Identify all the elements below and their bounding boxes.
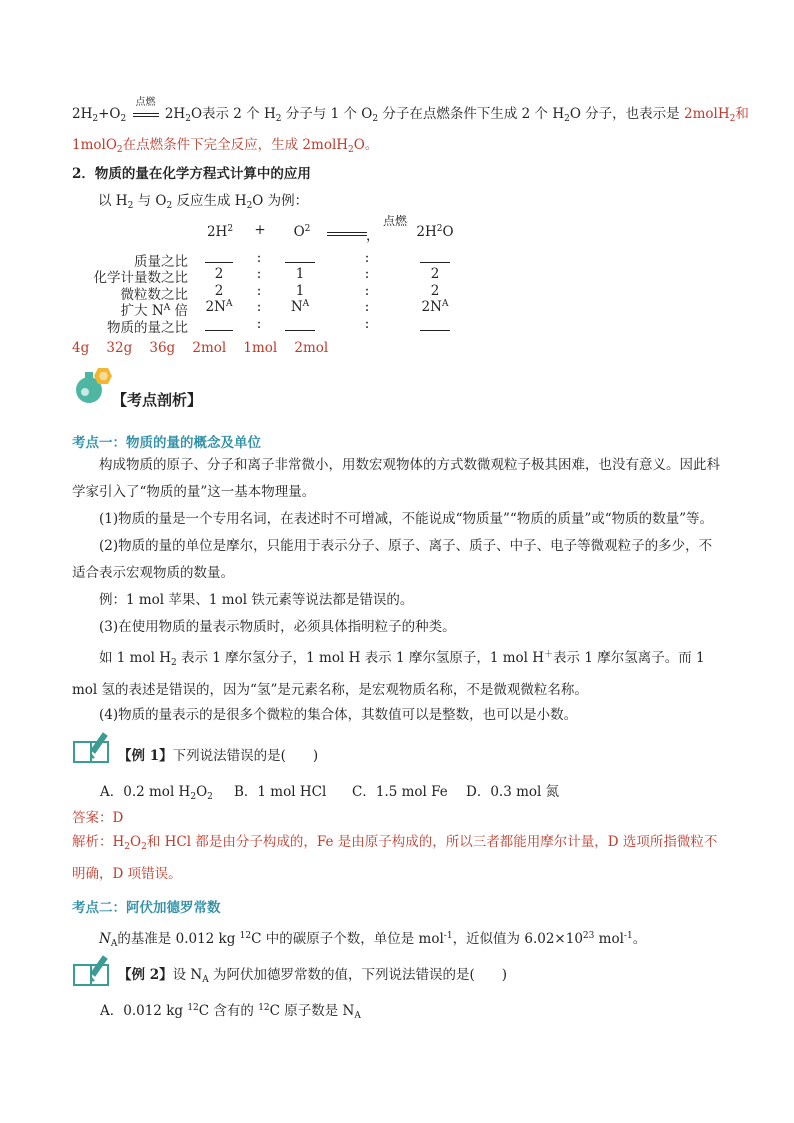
example-text: 为阿伏加德罗常数的值，下列说法错误的是( ) (208, 967, 508, 983)
option-sub: 2 (190, 792, 197, 802)
cell (285, 299, 315, 315)
book-pencil-icon (72, 732, 116, 764)
intro-text: 与 O (133, 193, 167, 209)
red-text: 和 (735, 106, 749, 122)
cell-text: 2H (416, 224, 437, 240)
cell-text: O (442, 224, 454, 240)
option-text: C 原子数是 N (269, 1003, 355, 1019)
paragraph: (1)物质的量是一个专用名词，在表述时不可增减，不能说成“物质量”“物质的质量”或“物质的数量”等。 (99, 511, 714, 527)
point2-text (99, 927, 646, 949)
sup: -1 (623, 931, 633, 941)
example1-explanation (72, 829, 724, 888)
colon: : (256, 266, 262, 282)
intro-text: 以 H (98, 193, 128, 209)
colon: : (256, 283, 262, 299)
section-heading: 2．物质的量在化学方程式计算中的应用 (72, 166, 311, 182)
paragraph: (2)物质的量的单位是摩尔，只能用于表示分子、原子、离子、质子、中子、电子等微观粒子的多少，不适合表示宏观物质的数量。 (72, 538, 713, 581)
paragraph: (4)物质的量表示的是很多个微粒的集合体，其数值可以是整数，也可以是小数。 (99, 707, 578, 723)
example-text: 设 N (172, 967, 203, 983)
label-sup: A (163, 303, 171, 313)
option-text: A．0.012 kg (100, 1003, 188, 1019)
expl-text: 和 HCl 都是由分子构成的，Fe 是由原子构成的，所以三者都能用摩尔计量，D 选项所指微粒不明确，D 项错误。 (72, 834, 718, 882)
eq-sub: 2 (275, 114, 282, 124)
row-label: 微粒数之比 (120, 287, 188, 303)
intro-sub: 2 (166, 201, 173, 211)
eq-sub: 2 (185, 114, 191, 124)
cell-text: O (293, 224, 305, 240)
paragraph (72, 642, 724, 704)
intro-sub: 2 (246, 201, 253, 211)
para-text: 表示 1 摩尔氢离子。而 1 mol 氢的表述是错误的，因为“氢”是元素名称，是宏观物质名称，不是微观微粒名称。 (72, 650, 705, 698)
text: 的基准是 0.012 kg (117, 931, 240, 947)
example-text: 下列说法错误的是( ) (172, 748, 319, 764)
para-sup: ＋ (544, 650, 554, 660)
red-text: 2molH (683, 106, 730, 122)
colon: : (256, 250, 262, 266)
eq-desc: O 分子，也表示是 (569, 106, 684, 122)
na-symbol: N (99, 931, 111, 947)
cell-sup: 2 (227, 224, 234, 234)
reaction-arrow (131, 97, 161, 122)
label-text: 扩大 N (120, 303, 164, 319)
colon: : (364, 299, 370, 315)
label-text: 倍 (170, 303, 188, 319)
cell-text: 2H (206, 224, 228, 240)
red-text: O。 (353, 137, 379, 153)
colon: : (256, 316, 262, 332)
text: 。 (632, 931, 647, 947)
para-text: 表示 1 摩尔氢分子，1 mol H 表示 1 摩尔氢原子，1 mol H (176, 650, 545, 666)
example2-option-a (100, 999, 361, 1021)
expl-sub: 2 (141, 842, 147, 852)
paragraph: (3)在使用物质的量表示物质时，必须具体指明粒子的种类。 (99, 619, 456, 635)
option-text: O (196, 784, 208, 800)
na-sub: A (110, 939, 118, 949)
sup: -1 (443, 931, 453, 941)
section-intro (98, 189, 308, 211)
sup: 12 (239, 931, 252, 941)
reactant-h2 (200, 224, 240, 240)
para-text: 如 1 mol H (99, 650, 171, 666)
product-h2o (410, 224, 460, 240)
colon: : (364, 266, 370, 282)
example-sub: A (202, 975, 209, 985)
red-sub: 2 (348, 145, 354, 155)
cell: 2 (214, 266, 224, 282)
eq-sub: 2 (120, 114, 127, 124)
intro-text: 反应生成 H (172, 193, 247, 209)
eq-desc: 表示 2 个 H (202, 106, 276, 122)
blank-line (420, 330, 450, 331)
red-text: 在点燃条件下完全反应，生成 2molH (122, 137, 349, 153)
eq-text: O (190, 106, 203, 122)
cell-text: 2N (205, 299, 226, 315)
expl-sub: 2 (124, 842, 131, 852)
option-sup: 12 (258, 1003, 270, 1013)
cell-sup: A (302, 299, 310, 309)
option-sub: 2 (207, 792, 213, 802)
equation-line-1 (72, 97, 749, 124)
example1-answer: 答案：D (72, 810, 124, 826)
analysis-header: 【考点剖析】 (112, 391, 203, 409)
row-label: 物质的量之比 (107, 320, 188, 336)
text: C 中的碳原子个数，单位是 mol (251, 931, 444, 947)
option-text: C 含有的 (198, 1003, 259, 1019)
reaction-condition: 点燃 (383, 214, 408, 228)
option-c: C．1.5 mol Fe (352, 784, 448, 800)
cell-sup: A (225, 299, 233, 309)
example2-question (118, 963, 507, 985)
row-label: 质量之比 (134, 254, 188, 270)
cell: 2 (430, 266, 440, 282)
cell-sup: 2 (436, 224, 443, 234)
eq-text: 2H (164, 106, 186, 122)
plus-sign: + (254, 222, 266, 238)
eq-sub: 2 (372, 114, 379, 124)
cell: 1 (295, 283, 305, 299)
option-text: A．0.2 mol H (100, 784, 191, 800)
red-sub: 2 (729, 114, 736, 124)
eq-desc: 分子与 1 个 O (281, 106, 373, 122)
blank-line (205, 262, 233, 263)
blank-line (285, 262, 315, 263)
colon: : (256, 299, 262, 315)
option-d: D．0.3 mol 氮 (466, 784, 560, 800)
colon: : (364, 283, 370, 299)
flask-icon (72, 366, 112, 406)
option-a (100, 780, 213, 802)
cell-text: 2N (421, 299, 442, 315)
point2-title: 考点二：阿伏加德罗常数 (72, 900, 221, 916)
cell-sup: 2 (304, 224, 311, 234)
eq-desc: 分子在点燃条件下生成 2 个 H (378, 106, 565, 122)
expl-text: O (130, 834, 142, 850)
paragraph: 构成物质的原子、分子和离子非常微小，用数宏观物体的方式数微观粒子极其困难，也没有意义。因此科学家引入了“物质的量”这一基本物理量。 (72, 457, 720, 500)
comma: ， (366, 228, 380, 244)
sup: 23 (582, 931, 595, 941)
text: ，近似值为 6.02×10 (452, 931, 583, 947)
option-b: B．1 mol HCl (234, 784, 327, 800)
row-label: 化学计量数之比 (93, 270, 188, 286)
example-tag: 【例 2】 (118, 967, 173, 983)
eq-sub: 2 (92, 114, 99, 124)
eq-text: +O (98, 106, 121, 122)
red-sub: 2 (116, 145, 123, 155)
colon: : (364, 316, 370, 332)
example-tag: 【例 1】 (118, 748, 173, 764)
blank-line (205, 330, 233, 331)
option-sup: 12 (187, 1003, 199, 1013)
point1-title: 考点一：物质的量的概念及单位 (72, 435, 261, 451)
intro-sub: 2 (127, 201, 134, 211)
blank-line (285, 330, 315, 331)
paragraph: 例：1 mol 苹果、1 mol 铁元素等说法都是错误的。 (99, 592, 414, 608)
expl-text: 解析：H (72, 834, 125, 850)
option-sub: A (354, 1011, 361, 1021)
cell: 2 (214, 283, 224, 299)
red-text: 1molO (72, 137, 117, 153)
equation-line-2 (72, 133, 378, 155)
blank-line (420, 262, 450, 263)
table-answers: 4g 32g 36g 2mol 1mol 2mol (72, 340, 329, 356)
book-pencil-icon (72, 955, 116, 987)
text: mol (594, 931, 624, 947)
eq-sub: 2 (564, 114, 570, 124)
cell: 2 (430, 283, 440, 299)
cell-text: N (290, 299, 303, 315)
cell-sup: A (441, 299, 449, 309)
para-sub: 2 (170, 658, 177, 668)
cell (418, 299, 452, 315)
reactant-o2 (282, 224, 322, 240)
reaction-condition: 点燃 (135, 97, 156, 108)
intro-text: O 为例： (252, 193, 309, 209)
eq-text: 2H (72, 106, 93, 122)
cell (203, 299, 235, 315)
cell: 1 (295, 266, 305, 282)
example1-question (118, 744, 318, 764)
reaction-line (327, 232, 367, 236)
colon: : (364, 250, 370, 266)
